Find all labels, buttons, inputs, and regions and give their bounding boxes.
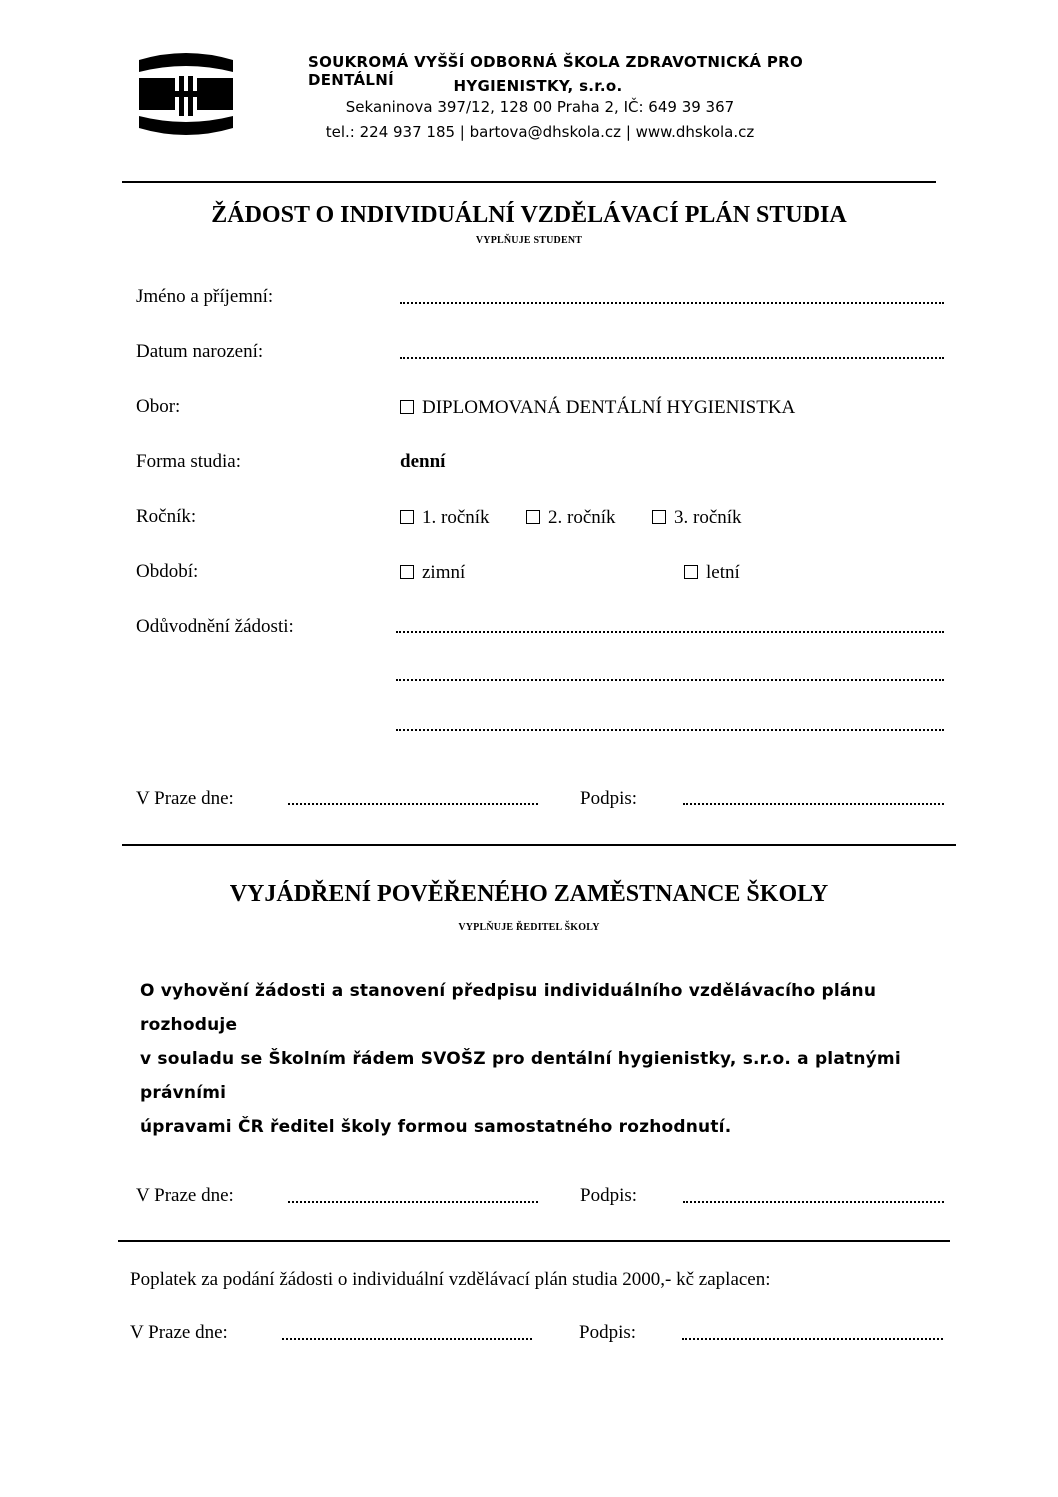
field-of-study-label: Obor: <box>136 396 181 417</box>
year-option-2[interactable] <box>526 507 616 529</box>
name-label: Jméno a příjemní: <box>136 286 274 307</box>
period-option-winter[interactable] <box>400 562 465 584</box>
header-divider <box>122 181 936 183</box>
statement-line-2: v souladu se Školním řádem SVOŠZ pro dentální hygienistky, s.r.o. a platnými právními <box>140 1049 901 1103</box>
signature-field-3[interactable] <box>682 1338 943 1340</box>
signature-label-1: Podpis: <box>580 788 638 809</box>
school-logo <box>139 50 233 138</box>
reason-label: Odůvodnění žádosti: <box>136 616 294 637</box>
period-option-summer[interactable] <box>684 562 740 584</box>
year-option-1-label: 1. ročník <box>422 507 490 528</box>
year-option-3-label: 3. ročník <box>674 507 742 528</box>
reason-field-line-2[interactable] <box>396 679 944 681</box>
birth-date-label: Datum narození: <box>136 341 264 362</box>
checkbox-dental-hygienist[interactable] <box>400 400 414 414</box>
reason-field-line-1[interactable] <box>396 631 944 633</box>
year-label: Ročník: <box>136 506 197 527</box>
checkbox-summer[interactable] <box>684 565 698 579</box>
statement-line-3: úpravami ČR ředitel školy formou samostatného rozhodnutí. <box>140 1117 732 1137</box>
year-option-1[interactable] <box>400 507 490 529</box>
school-contact: tel.: 224 937 185 | bartova@dhskola.cz | www.dhskola.cz <box>325 123 755 141</box>
date-field-1[interactable] <box>288 803 538 805</box>
checkbox-winter[interactable] <box>400 565 414 579</box>
date-label-2: V Praze dne: <box>136 1185 234 1206</box>
school-name-line-2: HYGIENISTKY, s.r.o. <box>453 77 623 95</box>
signature-field-1[interactable] <box>683 803 944 805</box>
school-name-line-1: SOUKROMÁ VYŠŠÍ ODBORNÁ ŠKOLA ZDRAVOTNICKÁ PRO DENTÁLNÍ <box>308 53 804 89</box>
statement-title: VYJÁDŘENÍ POVĚŘENÉHO ZAMĚSTNANCE ŠKOLY <box>229 881 829 907</box>
date-label-1: V Praze dne: <box>136 788 234 809</box>
period-option-summer-label: letní <box>706 562 740 583</box>
checkbox-year-2[interactable] <box>526 510 540 524</box>
reason-field-line-3[interactable] <box>396 729 944 731</box>
study-form-label: Forma studia: <box>136 451 242 472</box>
study-form-value: denní <box>400 451 446 472</box>
date-field-2[interactable] <box>288 1201 538 1203</box>
date-label-3: V Praze dne: <box>130 1322 228 1343</box>
school-address: Sekaninova 397/12, 128 00 Praha 2, IČ: 649 39 367 <box>345 98 735 116</box>
birth-date-field[interactable] <box>400 357 944 359</box>
signature-field-2[interactable] <box>683 1201 944 1203</box>
signature-label-3: Podpis: <box>579 1322 637 1343</box>
statement-subtitle: VYPLŇUJE ŘEDITEL ŠKOLY <box>458 922 600 933</box>
date-field-3[interactable] <box>282 1338 532 1340</box>
field-option-label: DIPLOMOVANÁ DENTÁLNÍ HYGIENISTKA <box>422 397 796 418</box>
request-subtitle: VYPLŇUJE STUDENT <box>475 235 583 246</box>
checkbox-year-1[interactable] <box>400 510 414 524</box>
statement-line-1: O vyhovění žádosti a stanovení předpisu individuálního vzdělávacího plánu rozhoduje <box>140 981 877 1035</box>
signature-label-2: Podpis: <box>580 1185 638 1206</box>
period-option-winter-label: zimní <box>422 562 466 583</box>
name-field[interactable] <box>400 302 944 304</box>
year-option-2-label: 2. ročník <box>548 507 616 528</box>
field-option-dental-hygienist[interactable] <box>400 397 795 419</box>
section-divider-1 <box>122 844 956 846</box>
checkbox-year-3[interactable] <box>652 510 666 524</box>
year-option-3[interactable] <box>652 507 742 529</box>
fee-text: Poplatek za podání žádosti o individuální vzdělávací plán studia 2000,- kč zaplacen: <box>130 1269 771 1290</box>
section-divider-2 <box>118 1240 950 1242</box>
period-label: Období: <box>136 561 199 582</box>
statement-paragraph <box>140 974 940 1144</box>
request-title: ŽÁDOST O INDIVIDUÁLNÍ VZDĚLÁVACÍ PLÁN STUDIA <box>211 202 847 228</box>
